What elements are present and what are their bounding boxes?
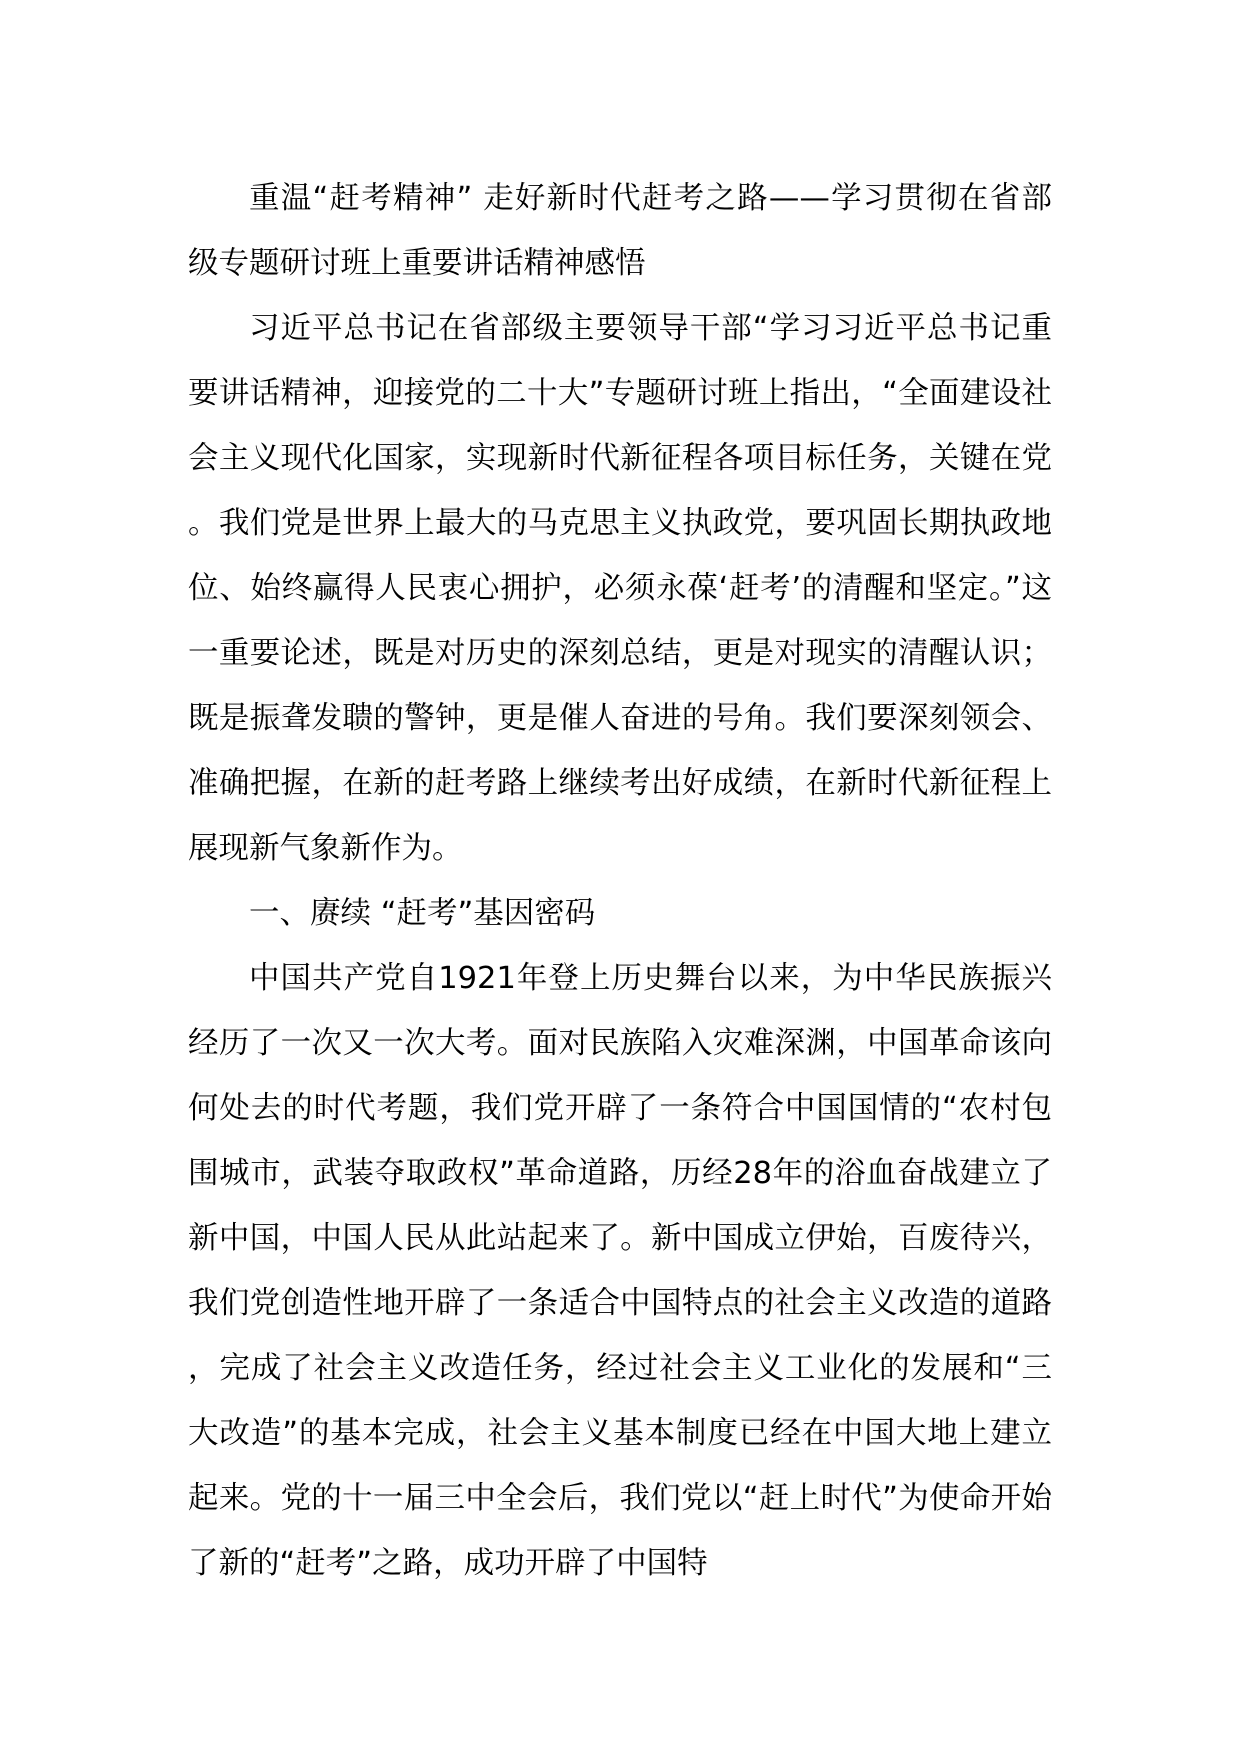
section-heading: 一、赓续 “赶考”基因密码 bbox=[249, 896, 596, 931]
section-paragraph: 中国共产党自1921年登上历史舞台以来，为中华民族振兴经历了一次又一次大考。面对民族陷入灾难深渊，中国革命该向何处去的时代考题，我们党开辟了一条符合中国国情的“农村包围城市，武装夺取政权”革命道路，历经28年的浴血奋战建立了新中国，中国人民从此站起来了。新中国成立伊始，百废待兴，我们党创造性地开辟了一条适合中国特点的社会主义改造的道路，完成了社会主义改造任务，经过社会主义工业化的发展和“三大改造”的基本完成，社会主义基本制度已经在中国大地上建立起来。党的十一届三中全会后，我们党以“赶上时代”为使命开始了新的“赶考”之路，成功开辟了中国特 bbox=[188, 961, 1052, 1581]
document-title: 重温“赶考精神” 走好新时代赶考之路——学习贯彻在省部级专题研讨班上重要讲话精神感悟 bbox=[188, 181, 1052, 281]
document-body bbox=[188, 166, 1052, 1596]
intro-paragraph: 习近平总书记在省部级主要领导干部“学习习近平总书记重要讲话精神，迎接党的二十大”专题研讨班上指出，“全面建设社会主义现代化国家，实现新时代新征程各项目标任务，关键在党。我们党是世界上最大的马克思主义执政党，要巩固长期执政地位、始终赢得人民衷心拥护，必须永葆‘赶考’的清醒和坚定。”这一重要论述，既是对历史的深刻总结，更是对现实的清醒认识；既是振聋发聩的警钟，更是催人奋进的号角。我们要深刻领会、准确把握，在新的赶考路上继续考出好成绩，在新时代新征程上展现新气象新作为。 bbox=[188, 311, 1052, 866]
